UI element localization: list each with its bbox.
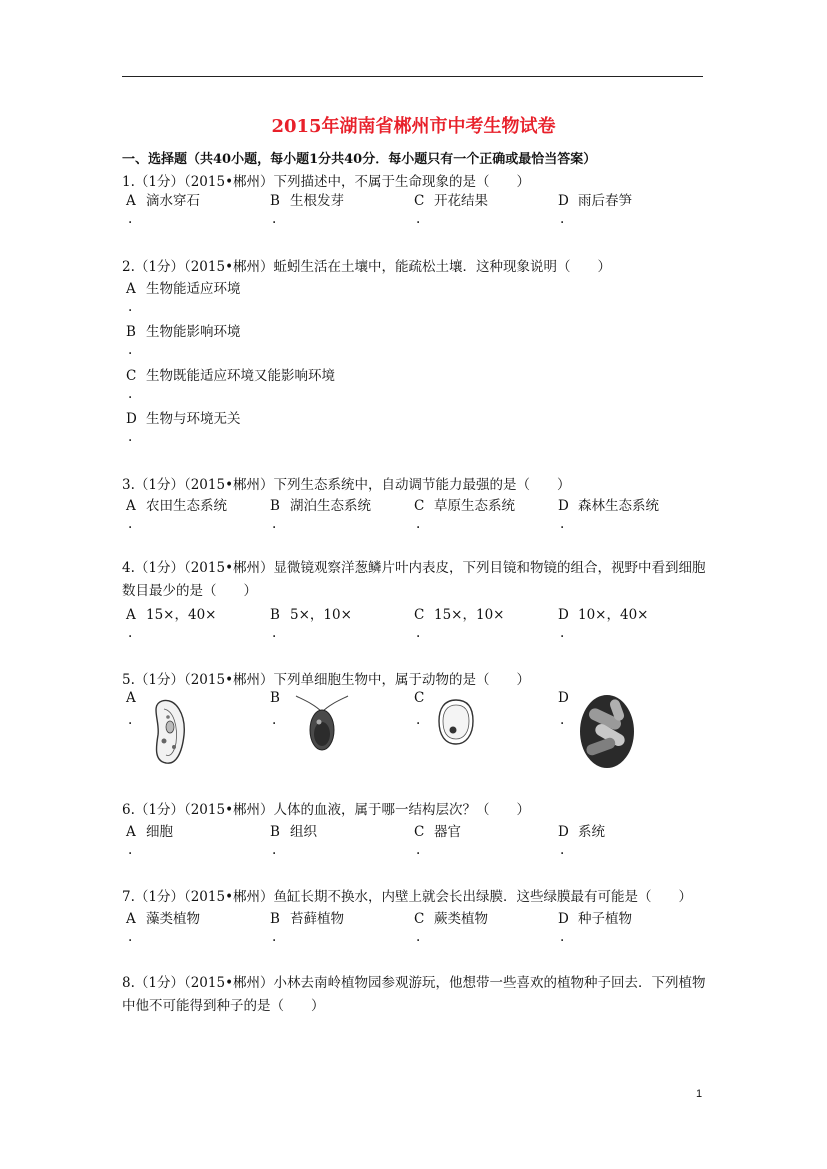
q4-dot-a: . (128, 625, 133, 641)
q6-option-d[interactable]: D 系统 (558, 824, 605, 840)
q5-option-a[interactable]: A (126, 690, 136, 706)
q4-dot-b: . (272, 625, 277, 641)
question-3-stem: 3.（1分）（2015•郴州）下列生态系统中，自动调节能力最强的是（ ） (122, 477, 571, 493)
bacteria-figure[interactable] (580, 695, 634, 768)
q6-dot-c: . (416, 842, 421, 858)
q7-dot-d: . (560, 929, 565, 945)
q6-dot-b: . (272, 842, 277, 858)
q3-dot-b: . (272, 516, 277, 532)
q3-option-b[interactable]: B 湖泊生态系统 (270, 498, 371, 514)
q7-option-d[interactable]: D 种子植物 (558, 911, 632, 927)
question-8-stem: 8.（1分）（2015•郴州）小林去南岭植物园参观游玩，他想带一些喜欢的植物种子回去．下列植物中他不可能得到种子的是（ ） (122, 975, 706, 1014)
header-rule (122, 76, 703, 77)
q3-option-c[interactable]: C 草原生态系统 (414, 498, 515, 514)
question-4-stem: 4.（1分）（2015•郴州）显微镜观察洋葱鳞片叶内表皮，下列目镜和物镜的组合，视野中看到细胞数目最少的是（ ） (122, 560, 706, 599)
q1-dot-b: . (272, 211, 277, 227)
q6-dot-d: . (560, 842, 565, 858)
question-2-stem: 2.（1分）（2015•郴州）蚯蚓生活在土壤中，能疏松土壤．这种现象说明（ ） (122, 259, 612, 275)
q1-option-c[interactable]: C 开花结果 (414, 193, 488, 209)
question-5-stem: 5.（1分）（2015•郴州）下列单细胞生物中，属于动物的是（ ） (122, 672, 531, 688)
q6-option-a[interactable]: A 细胞 (126, 824, 173, 840)
q2-option-d[interactable]: D 生物与环境无关 (126, 411, 241, 427)
q4-option-a[interactable]: A 15×，40× (126, 607, 217, 623)
q4-option-c[interactable]: C 15×，10× (414, 607, 505, 623)
paramecium-figure[interactable] (148, 697, 190, 767)
q4-dot-c: . (416, 625, 421, 641)
q5-dot-c: . (416, 712, 421, 728)
q5-dot-b: . (272, 712, 277, 728)
page-title: 2015年湖南省郴州市中考生物试卷 (271, 116, 556, 137)
q4-option-b[interactable]: B 5×，10× (270, 607, 352, 623)
chlamydomonas-figure[interactable] (294, 694, 350, 754)
q1-dot-c: . (416, 211, 421, 227)
q7-option-a[interactable]: A 藻类植物 (126, 911, 200, 927)
question-1-stem: 1.（1分）（2015•郴州）下列描述中，不属于生命现象的是（ ） (122, 174, 531, 190)
plant-cell-figure[interactable] (436, 697, 476, 747)
q5-option-b[interactable]: B (270, 690, 280, 706)
q2-dot-a: . (128, 299, 133, 315)
q2-dot-d: . (128, 429, 133, 445)
q6-dot-a: . (128, 842, 133, 858)
q2-option-a[interactable]: A 生物能适应环境 (126, 281, 241, 297)
q7-option-b[interactable]: B 苔藓植物 (270, 911, 344, 927)
q3-option-a[interactable]: A 农田生态系统 (126, 498, 227, 514)
q5-dot-a: . (128, 712, 133, 728)
question-7-stem: 7.（1分）（2015•郴州）鱼缸长期不换水，内壁上就会长出绿膜．这些绿膜最有可能是（ ） (122, 889, 693, 905)
q3-dot-c: . (416, 516, 421, 532)
q3-dot-a: . (128, 516, 133, 532)
q1-dot-a: . (128, 211, 133, 227)
q7-dot-a: . (128, 929, 133, 945)
q5-option-d[interactable]: D (558, 690, 569, 706)
q3-dot-d: . (560, 516, 565, 532)
q6-option-b[interactable]: B 组织 (270, 824, 317, 840)
q4-dot-d: . (560, 625, 565, 641)
question-6-stem: 6.（1分）（2015•郴州）人体的血液，属于哪一结构层次？（ ） (122, 802, 531, 818)
q4-option-d[interactable]: D 10×，40× (558, 607, 649, 623)
q3-option-d[interactable]: D 森林生态系统 (558, 498, 659, 514)
q2-option-b[interactable]: B 生物能影响环境 (126, 324, 241, 340)
q1-option-d[interactable]: D 雨后春笋 (558, 193, 632, 209)
q2-option-c[interactable]: C 生物既能适应环境又能影响环境 (126, 368, 335, 384)
q1-option-a[interactable]: A 滴水穿石 (126, 193, 200, 209)
q7-option-c[interactable]: C 蕨类植物 (414, 911, 488, 927)
section-heading: 一、选择题（共40小题，每小题1分共40分．每小题只有一个正确或最恰当答案） (122, 152, 597, 167)
q5-option-c[interactable]: C (414, 690, 425, 706)
q6-option-c[interactable]: C 器官 (414, 824, 461, 840)
q2-dot-b: . (128, 342, 133, 358)
q1-option-b[interactable]: B 生根发芽 (270, 193, 344, 209)
q1-dot-d: . (560, 211, 565, 227)
q7-dot-b: . (272, 929, 277, 945)
q5-dot-d: . (560, 712, 565, 728)
q7-dot-c: . (416, 929, 421, 945)
page-number: 1 (696, 1088, 703, 1100)
q2-dot-c: . (128, 386, 133, 402)
